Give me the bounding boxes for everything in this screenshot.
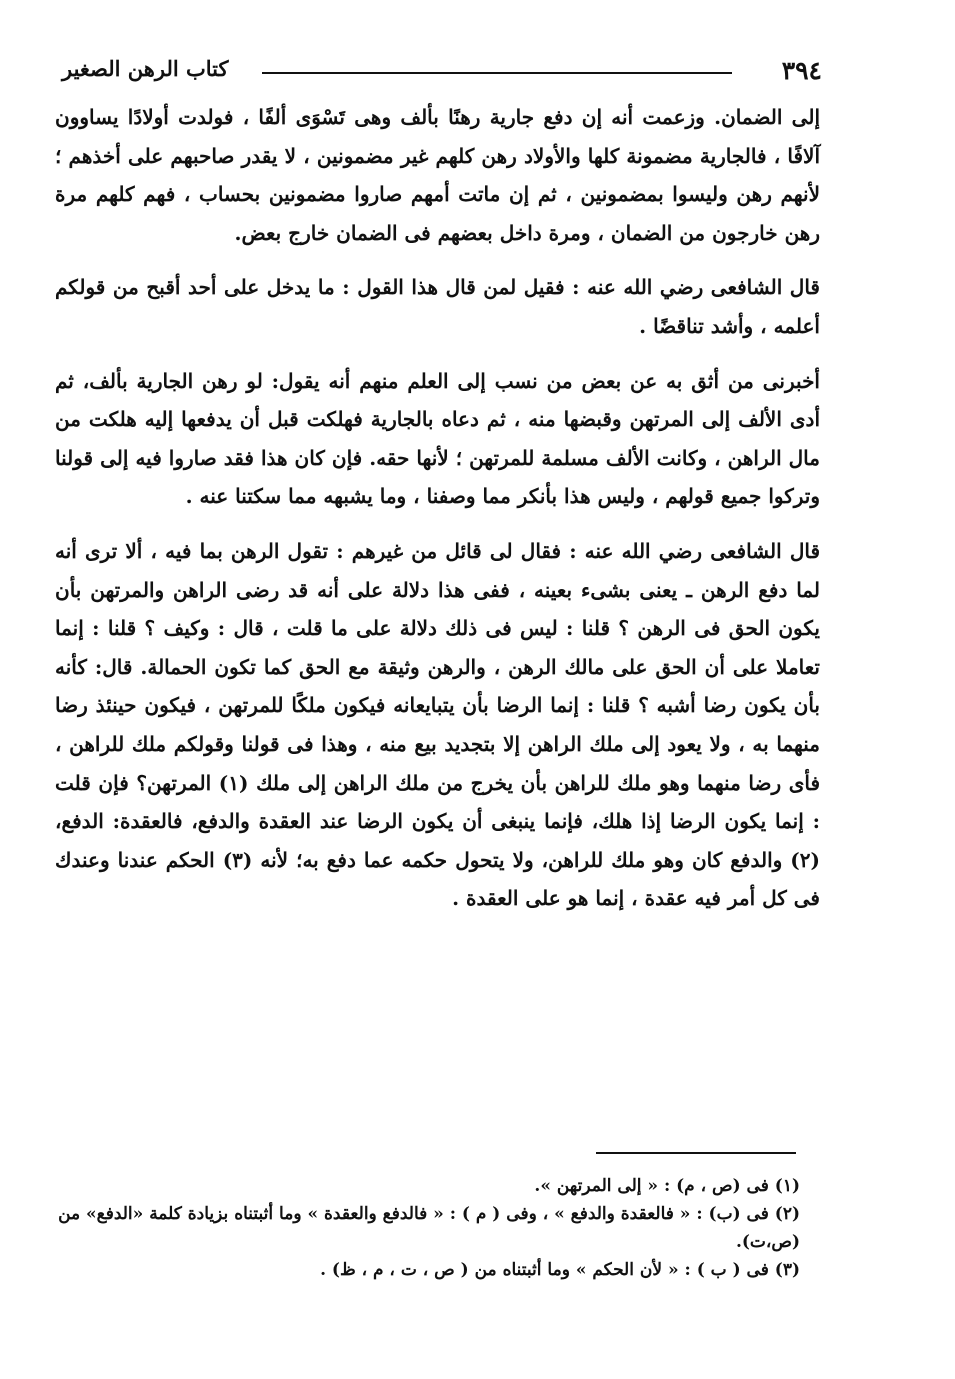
main-text [55, 98, 820, 918]
speaker-label: قال الشافعى رضي الله عنه [587, 275, 820, 300]
paragraph-4 [55, 532, 820, 918]
paragraph-3 [55, 362, 820, 516]
paragraph-text: إلى الضمان. وزعمت أنه إن دفع جارية رهنًا بألف وهى تَسْوَى ألفًا ، فولدت أولادًا يساوون آلافًا ، فالجارية مضمونة كلها والأولاد رهن كلهم غير مضمونين ، لا يقدر صاحبهم على أخذهم ؛ لأنهم رهن وليسوا بمضمونين ، ثم إن ماتت أمهم صاروا مضمونين بحساب ، فهم كلهم مرة رهن خارجون من الضمان ، ومرة داخل بعضهم فى الضمان خارج بعض. [55, 105, 820, 245]
running-title: كتاب الرهن الصغير [62, 56, 229, 81]
paragraph-2 [55, 268, 820, 345]
page-number: ٣٩٤ [781, 56, 822, 85]
footnote-2: (٢) فى (ب) : « فالعقدة والدفع » ، وفى ( م ) : « فالدفع والعقدة » وما أثبتناه بزيادة كلمة «الدفع» من (ص،ت). [58, 1204, 800, 1252]
paragraph-text: : فقال لى قائل من غيرهم : تقول الرهن بما فيه ، ألا ترى أنه لما دفع الرهن ـ يعنى بشىء بعينه ، ففى هذا دلالة على أنه قد رضى الراهن والمرتهن بأن يكون الحق فى الرهن ؟ قلنا : ليس فى ذلك دلالة على ما قلت ، قال : وكيف ؟ قلنا : إنما تعاملا على أن الحق على مالك الرهن ، والرهن وثيقة مع الحق كما تكون الحمالة. قال: كأنه بأن يكون رضا أشبه ؟ قلنا : إنما الرضا بأن يتبايعانه فيكون ملكًا للمرتهن ، فيكون حينئذ رضا منهما به ، ولا يعود إلى ملك الراهن إلا بتجديد بيع منه ، وهذا فى قولنا وقولكم ملك للراهن ، فأى رضا منهما وهو ملك للراهن بأن يخرج من ملك الراهن إلى ملك (١) المرتهن؟ فإن قلت : إنما يكون الرضا إذا هلك، فإنما ينبغى أن يكون الرضا عند العقدة والدفع، فالعقدة: الدفع، (٢) والدفع كان وهو ملك للراهن، ولا يتحول حكمه عما دفع به؛ لأنه (٣) الحكم عندنا وعندك فى كل أمر فيه عقدة ، إنما هو على العقدة . [55, 538, 820, 911]
header-rule [262, 72, 732, 74]
page-header [62, 56, 822, 86]
footnote-3: (٣) فى ( ب ) : « لأن الحكم » وما أثبتناه من ( ص ، ت ، م ، ظ) . [320, 1260, 800, 1280]
paragraph-text: : فقيل لمن قال هذا القول : ما يدخل على أحد أقبح من قولكم أعلمه ، وأشد تناقضًا . [55, 275, 820, 338]
paragraph-1 [55, 98, 820, 252]
footnote-1: (١) فى (ص ، م) : « إلى المرتهن ». [534, 1176, 800, 1196]
footnote-rule [596, 1152, 796, 1154]
paragraph-text: أخبرنى من أثق به عن بعض من نسب إلى العلم منهم أنه يقول: لو رهن الجارية بألف، ثم أدى الألف إلى المرتهن وقبضها منه ، ثم دعاه بالجارية فهلكت قبل أن يدفعها إليه هلكت من مال الراهن ، وكانت الألف مسلمة للمرتهن ؛ لأنها حقه. فإن كان هذا فقد صاروا فيه إلى قولنا وتركوا جميع قولهم ، وليس هذا بأنكر مما وصفنا ، وما يشبهه مما سكتنا عنه . [55, 368, 820, 509]
footnotes [55, 1172, 800, 1284]
speaker-label: قال الشافعى رضي الله عنه [584, 538, 821, 563]
